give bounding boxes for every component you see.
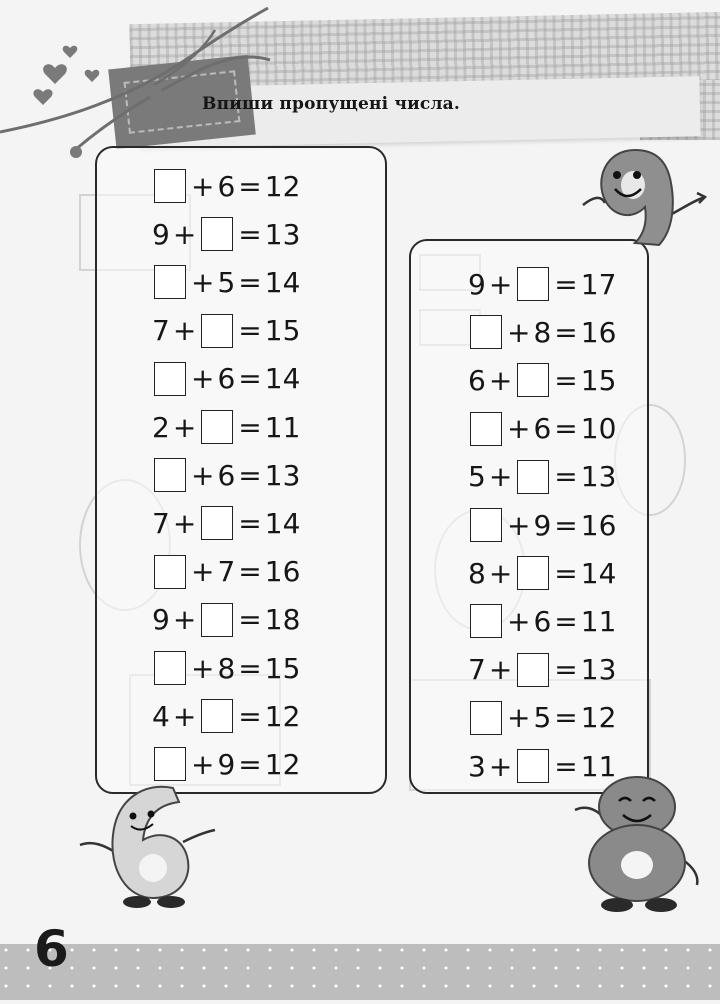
second-addend: 7 [217, 555, 236, 589]
plus-sign: + [488, 653, 513, 687]
first-addend: 3 [468, 749, 486, 783]
answer-box[interactable] [154, 458, 186, 492]
left-equation [152, 311, 300, 351]
answer-box[interactable] [517, 749, 549, 783]
equals-sign: = [554, 267, 578, 301]
sum: 14 [580, 556, 617, 590]
answer-box[interactable] [154, 362, 186, 396]
plus-sign: + [191, 458, 215, 492]
sum: 13 [580, 653, 617, 687]
left-equation [152, 503, 300, 543]
left-equation [152, 552, 300, 592]
left-equation [152, 455, 300, 495]
plus-sign: + [191, 555, 215, 589]
equals-sign: = [238, 699, 262, 733]
plus-sign: + [191, 747, 215, 781]
answer-box[interactable] [470, 315, 502, 349]
first-addend: 7 [152, 314, 170, 348]
right-equation [468, 650, 616, 690]
equals-sign: = [238, 169, 262, 203]
left-equation [152, 407, 300, 447]
equals-sign: = [238, 555, 262, 589]
first-addend: 4 [152, 699, 170, 733]
right-equation [468, 409, 616, 449]
right-equation [468, 505, 616, 545]
plus-sign: + [488, 267, 513, 301]
answer-box[interactable] [470, 508, 502, 542]
answer-box[interactable] [154, 651, 186, 685]
vine-decoration [0, 0, 300, 170]
answer-box[interactable] [201, 217, 233, 251]
plus-sign: + [172, 506, 197, 540]
answer-box[interactable] [517, 653, 549, 687]
sum: 11 [580, 749, 617, 783]
answer-box[interactable] [517, 363, 549, 397]
answer-box[interactable] [201, 603, 233, 637]
digit-9-mascot [575, 145, 715, 255]
plus-sign: + [172, 699, 197, 733]
right-equation [468, 698, 616, 738]
answer-box[interactable] [201, 699, 233, 733]
answer-box[interactable] [517, 267, 549, 301]
plus-sign: + [507, 412, 531, 446]
equals-sign: = [554, 556, 578, 590]
answer-box[interactable] [154, 555, 186, 589]
equals-sign: = [238, 410, 262, 444]
sum: 12 [264, 699, 301, 733]
first-addend: 5 [468, 460, 486, 494]
answer-box[interactable] [470, 701, 502, 735]
second-addend: 8 [533, 315, 552, 349]
sum: 16 [580, 508, 617, 542]
plus-sign: + [191, 362, 215, 396]
heart-icons [33, 46, 99, 105]
plus-sign: + [507, 604, 531, 638]
plus-sign: + [172, 603, 197, 637]
digit-8-mascot [565, 775, 715, 915]
first-addend: 8 [468, 556, 486, 590]
equals-sign: = [554, 460, 578, 494]
sum: 12 [264, 747, 301, 781]
equals-sign: = [238, 314, 262, 348]
bottom-decorative-strip [0, 944, 720, 1000]
plus-sign: + [191, 265, 215, 299]
sum: 13 [264, 217, 301, 251]
second-addend: 6 [217, 362, 236, 396]
equals-sign: = [238, 651, 262, 685]
answer-box[interactable] [517, 460, 549, 494]
equals-sign: = [238, 265, 262, 299]
sum: 15 [264, 651, 301, 685]
first-addend: 7 [468, 653, 486, 687]
sum: 14 [264, 362, 301, 396]
right-equation [468, 553, 616, 593]
answer-box[interactable] [517, 556, 549, 590]
left-equation [152, 214, 300, 254]
plus-sign: + [191, 651, 215, 685]
plus-sign: + [507, 508, 531, 542]
second-addend: 6 [533, 412, 552, 446]
plus-sign: + [488, 749, 513, 783]
second-addend: 9 [217, 747, 236, 781]
left-equation [152, 648, 300, 688]
plus-sign: + [507, 315, 531, 349]
equals-sign: = [554, 653, 578, 687]
equals-sign: = [238, 217, 262, 251]
sum: 11 [580, 604, 617, 638]
equals-sign: = [554, 749, 578, 783]
equals-sign: = [554, 412, 578, 446]
first-addend: 9 [152, 217, 170, 251]
plus-sign: + [191, 169, 215, 203]
plus-sign: + [488, 556, 513, 590]
task-instruction: Впиши пропущені числа. [202, 94, 460, 114]
answer-box[interactable] [470, 604, 502, 638]
answer-box[interactable] [154, 265, 186, 299]
left-equation [152, 600, 300, 640]
first-addend: 2 [152, 410, 170, 444]
second-addend: 6 [533, 604, 552, 638]
second-addend: 8 [217, 651, 236, 685]
second-addend: 5 [533, 701, 552, 735]
plus-sign: + [172, 217, 197, 251]
second-addend: 9 [533, 508, 552, 542]
sum: 14 [264, 265, 301, 299]
left-equation [152, 166, 300, 206]
equals-sign: = [238, 458, 262, 492]
sum: 13 [580, 460, 617, 494]
first-addend: 9 [468, 267, 486, 301]
sum: 14 [264, 506, 301, 540]
answer-box[interactable] [154, 169, 186, 203]
left-equation [152, 262, 300, 302]
second-addend: 6 [217, 169, 236, 203]
sum: 10 [580, 412, 617, 446]
answer-box[interactable] [201, 410, 233, 444]
answer-box[interactable] [154, 747, 186, 781]
right-equation [468, 457, 616, 497]
plus-sign: + [488, 460, 513, 494]
sum: 12 [264, 169, 301, 203]
second-addend: 5 [217, 265, 236, 299]
answer-box[interactable] [201, 506, 233, 540]
first-addend: 9 [152, 603, 170, 637]
left-equation [152, 744, 300, 784]
right-equation [468, 601, 616, 641]
equals-sign: = [238, 506, 262, 540]
left-equation [152, 359, 300, 399]
second-addend: 6 [217, 458, 236, 492]
plus-sign: + [488, 363, 513, 397]
page-number: 6 [34, 920, 69, 978]
answer-box[interactable] [470, 412, 502, 446]
right-equation [468, 360, 616, 400]
first-addend: 6 [468, 363, 486, 397]
sum: 15 [264, 314, 301, 348]
equals-sign: = [554, 315, 578, 349]
equals-sign: = [554, 508, 578, 542]
sum: 13 [264, 458, 301, 492]
equals-sign: = [554, 604, 578, 638]
plus-sign: + [172, 314, 197, 348]
equals-sign: = [238, 747, 262, 781]
sum: 16 [264, 555, 301, 589]
equals-sign: = [554, 363, 578, 397]
right-equation [468, 312, 616, 352]
plus-sign: + [172, 410, 197, 444]
equals-sign: = [238, 362, 262, 396]
sum: 15 [580, 363, 617, 397]
equals-sign: = [554, 701, 578, 735]
sum: 11 [264, 410, 301, 444]
equals-sign: = [238, 603, 262, 637]
right-equation [468, 264, 616, 304]
digit-6-mascot [75, 780, 225, 910]
sum: 16 [580, 315, 617, 349]
first-addend: 7 [152, 506, 170, 540]
left-equation [152, 696, 300, 736]
answer-box[interactable] [201, 314, 233, 348]
sum: 17 [580, 267, 617, 301]
sum: 12 [580, 701, 617, 735]
plus-sign: + [507, 701, 531, 735]
sum: 18 [264, 603, 301, 637]
